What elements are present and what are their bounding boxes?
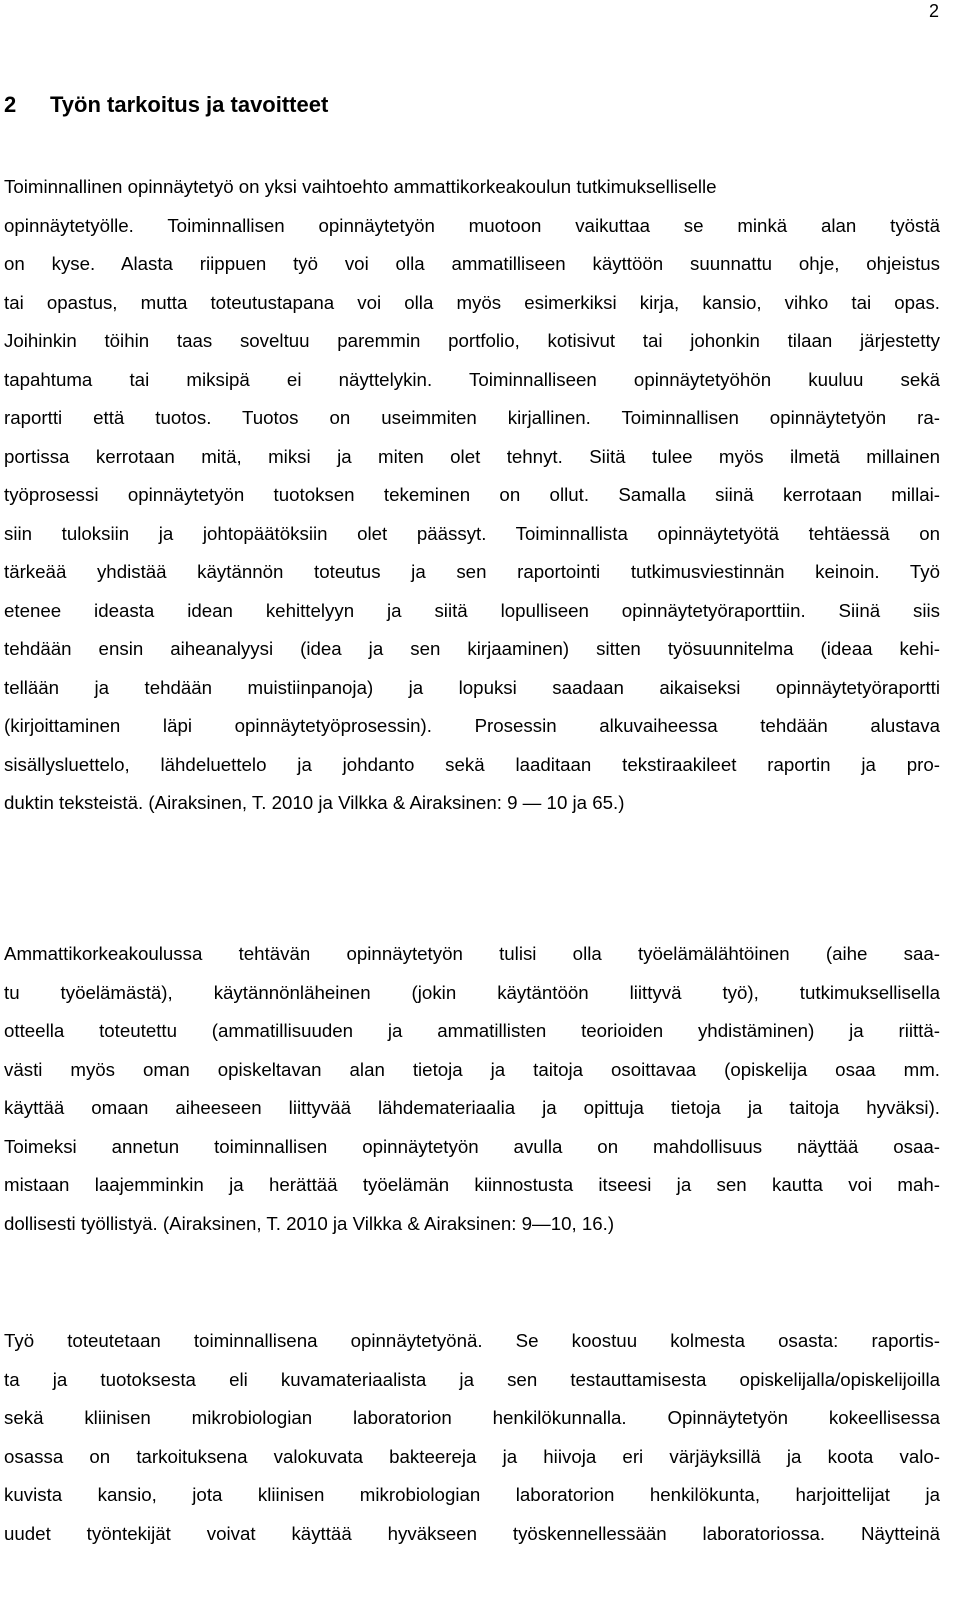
- section-number: 2: [4, 92, 17, 117]
- text-line: opinnäytetyölle. Toiminnallisen opinnäytetyön muotoon vaikuttaa se minkä alan työstä: [4, 214, 940, 236]
- text-line: Toiminnallinen opinnäytetyö on yksi vaihtoehto ammattikorkeakoulun tutkimukselliselle: [4, 176, 717, 197]
- text-line: Ammattikorkeakoulussa tehtävän opinnäytetyön tulisi olla työelämälähtöinen (aihe saa-: [4, 943, 940, 964]
- text-line: sisällysluettelo, lähdeluettelo ja johdanto sekä laaditaan tekstiraakileet raportin ja pro-: [4, 753, 940, 775]
- text-line: tellään ja tehdään muistiinpanoja) ja lopuksi saadaan aikaiseksi opinnäytetyöraportti: [4, 676, 940, 698]
- text-line: (kirjoittaminen läpi opinnäytetyöprosessin). Prosessin alkuvaiheessa tehdään alustava: [4, 715, 940, 736]
- section-heading: [4, 90, 328, 120]
- text-line: tu työelämästä), käytännönläheinen (jokin käytäntöön liittyvä työ), tutkimuksellisella: [4, 981, 940, 1003]
- text-line: käyttää omaan aiheeseen liittyvää lähdemateriaalia ja opittuja tietoja ja taitoja hyväksi).: [4, 1097, 940, 1118]
- paragraph-3: [4, 1322, 940, 1553]
- text-line: ta ja tuotoksesta eli kuvamateriaalista ja sen testauttamisesta opiskelijalla/opiskelijoilla: [4, 1368, 940, 1390]
- text-line: otteella toteutettu (ammatillisuuden ja ammatillisten teorioiden yhdistäminen) ja riittä-: [4, 1020, 940, 1041]
- text-line: tai opastus, mutta toteutustapana voi olla myös esimerkiksi kirja, kansio, vihko tai opas.: [4, 291, 940, 313]
- text-line: osassa on tarkoituksena valokuvata bakteereja ja hiivoja eri värjäyksillä ja koota valo-: [4, 1445, 940, 1467]
- text-line: Työ toteutetaan toiminnallisena opinnäytetyönä. Se koostuu kolmesta osasta: raportis-: [4, 1330, 940, 1351]
- text-line: dollisesti työllistyä. (Airaksinen, T. 2010 ja Vilkka & Airaksinen: 9—10, 16.): [4, 1212, 615, 1234]
- paragraph-1: [4, 168, 940, 823]
- section-title: Työn tarkoitus ja tavoitteet: [50, 92, 329, 117]
- text-line: duktin teksteistä. (Airaksinen, T. 2010 ja Vilkka & Airaksinen: 9 — 10 ja 65.): [4, 792, 625, 813]
- text-line: työprosessi opinnäytetyön tuotoksen tekeminen on ollut. Samalla siinä kerrotaan millai-: [4, 484, 940, 505]
- text-line: uudet työntekijät voivat käyttää hyväkseen työskennellessään laboratoriossa. Näytteinä: [4, 1522, 940, 1544]
- text-line: Toimeksi annetun toiminnallisen opinnäytetyön avulla on mahdollisuus näyttää osaa-: [4, 1135, 940, 1157]
- text-line: etenee ideasta idean kehittelyyn ja siitä lopulliseen opinnäytetyöraporttiin. Siinä siis: [4, 599, 940, 621]
- text-line: tärkeää yhdistää käytännön toteutus ja sen raportointi tutkimusviestinnän keinoin. Työ: [4, 561, 940, 582]
- text-line: tehdään ensin aiheanalyysi (idea ja sen kirjaaminen) sitten työsuunnitelma (ideaa kehi-: [4, 638, 940, 659]
- text-line: portissa kerrotaan mitä, miksi ja miten olet tehnyt. Siitä tulee myös ilmetä millainen: [4, 445, 940, 467]
- text-line: tapahtuma tai miksipä ei näyttelykin. Toiminnalliseen opinnäytetyöhön kuuluu sekä: [4, 368, 940, 390]
- text-line: siin tuloksiin ja johtopäätöksiin olet päässyt. Toiminnallista opinnäytetyötä tehtäessä on: [4, 522, 940, 544]
- text-line: raportti että tuotos. Tuotos on useimmiten kirjallinen. Toiminnallisen opinnäytetyön ra-: [4, 407, 940, 428]
- text-line: kuvista kansio, jota kliinisen mikrobiologian laboratorion henkilökunta, harjoittelijat ja: [4, 1484, 940, 1505]
- text-line: on kyse. Alasta riippuen työ voi olla ammatilliseen käyttöön suunnattu ohje, ohjeistus: [4, 253, 940, 274]
- text-line: sekä kliinisen mikrobiologian laboratorion henkilökunnalla. Opinnäytetyön kokeellisessa: [4, 1407, 940, 1428]
- text-line: mistaan laajemminkin ja herättää työelämän kiinnostusta itseesi ja sen kautta voi mah-: [4, 1174, 940, 1195]
- page-number: 2: [928, 1, 939, 21]
- text-line: Joihinkin töihin taas soveltuu paremmin portfolio, kotisivut tai johonkin tilaan järjestetty: [4, 330, 940, 351]
- paragraph-2: [4, 935, 940, 1243]
- text-line: västi myös oman opiskeltavan alan tietoja ja taitoja osoittavaa (opiskelija osaa mm.: [4, 1058, 940, 1080]
